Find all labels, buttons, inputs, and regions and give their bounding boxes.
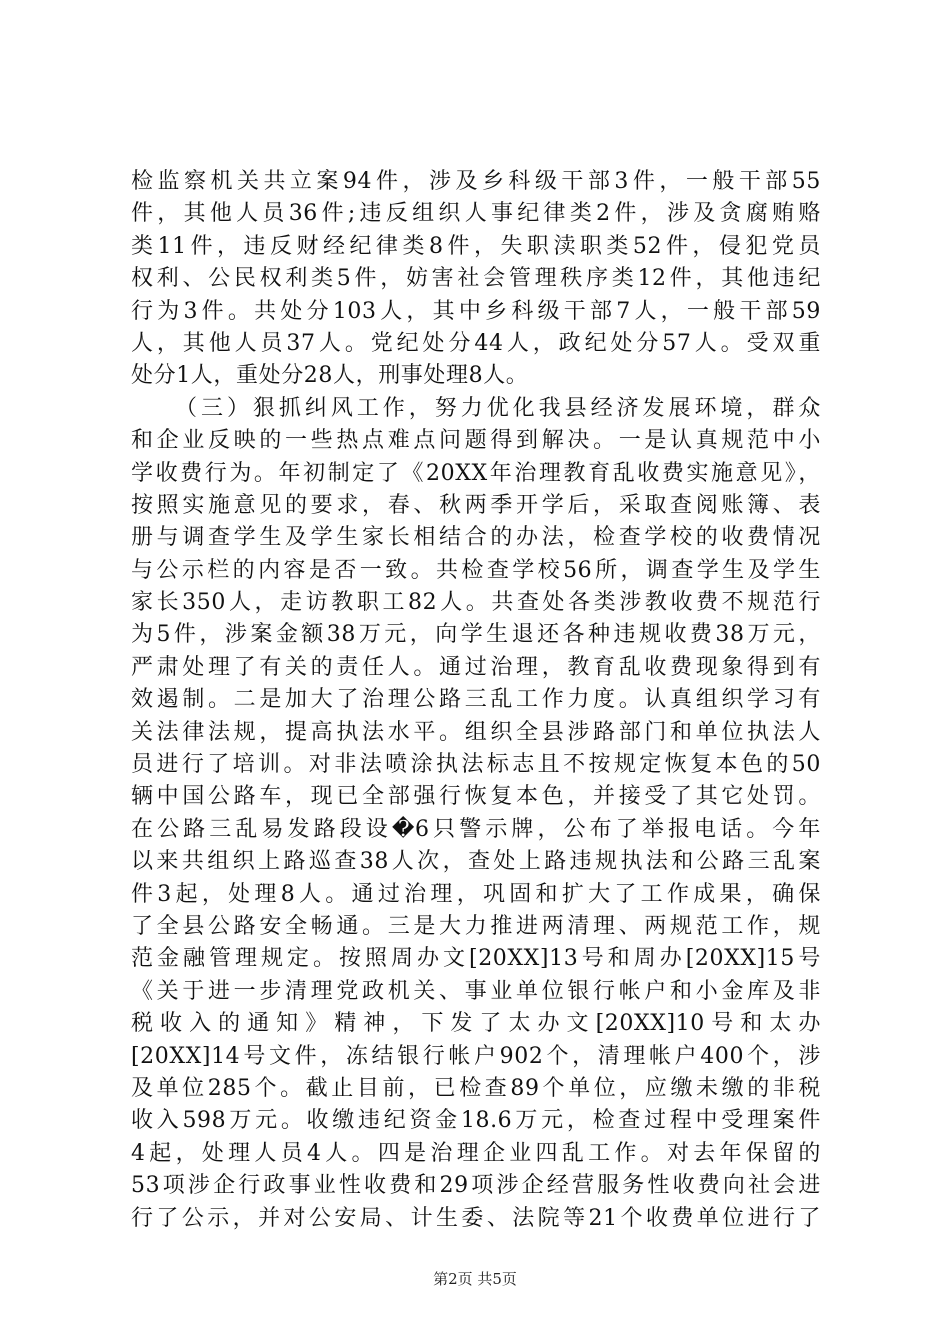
text-line: 权利、公民权利类5件，妨害社会管理秩序类12件，其他违纪 [131,266,821,292]
text-line: 收入598万元。收缴违纪资金18.6万元，检查过程中受理案件 [131,1108,821,1134]
document-body [131,166,821,1235]
text-line: 严肃处理了有关的责任人。通过治理，教育乱收费现象得到有 [131,654,821,680]
text-line: 税收入的通知》精神，下发了太办文[20XX]10号和太办 [131,1011,821,1037]
text-line: 了全县公路安全畅通。三是大力推进两清理、两规范工作，规 [131,913,821,939]
text-line: 53项涉企行政事业性收费和29项涉企经营服务性收费向社会进 [131,1173,821,1199]
text-line: 行为3件。共处分103人，其中乡科级干部7人，一般干部59 [131,298,821,324]
text-line: 和企业反映的一些热点难点问题得到解决。一是认真规范中小 [131,428,821,454]
text-line: （三）狠抓纠风工作，努力优化我县经济发展环境，群众 [175,395,821,421]
text-line: 按照实施意见的要求，春、秋两季开学后，采取查阅账簿、表 [131,492,821,518]
text-line: 件，其他人员36件;违反组织人事纪律类2件，涉及贪腐贿赂 [131,201,821,227]
text-line: 家长350人，走访教职工82人。共查处各类涉教收费不规范行 [131,590,821,616]
text-line: 与公示栏的内容是否一致。共检查学校56所，调查学生及学生 [131,557,821,583]
text-line: 学收费行为。年初制定了《20XX年治理教育乱收费实施意见》， [131,460,821,486]
text-line: 辆中国公路车，现已全部强行恢复本色，并接受了其它处罚。 [131,784,821,810]
text-line: 处分1人，重处分28人，刑事处理8人。 [131,363,529,389]
text-line: 册与调查学生及学生家长相结合的办法，检查学校的收费情况 [131,525,821,551]
text-line: 行了公示，并对公安局、计生委、法院等21个收费单位进行了 [131,1205,821,1231]
text-line: 人，其他人员37人。党纪处分44人，政纪处分57人。受双重 [131,330,821,356]
text-line: 《关于进一步清理党政机关、事业单位银行帐户和小金库及非 [131,978,821,1004]
text-line: 关法律法规，提高执法水平。组织全县涉路部门和单位执法人 [131,719,821,745]
text-line: 为5件，涉案金额38万元，向学生退还各种违规收费38万元， [131,622,821,648]
page-number-footer: 第2页 共5页 [433,1270,517,1288]
text-line: 范金融管理规定。按照周办文[20XX]13号和周办[20XX]15号 [131,946,821,972]
text-line: 效遏制。二是加大了治理公路三乱工作力度。认真组织学习有 [131,687,821,713]
text-line: 类11件，违反财经纪律类8件，失职渎职类52件，侵犯党员 [131,233,821,259]
text-line: [20XX]14号文件，冻结银行帐户902个，清理帐户400个，涉 [131,1043,821,1069]
text-line: 在公路三乱易发路段设�6只警示牌，公布了举报电话。今年 [131,816,821,842]
text-line: 以来共组织上路巡查38人次，查处上路违规执法和公路三乱案 [131,849,821,875]
text-line: 员进行了培训。对非法喷涂执法标志且不按规定恢复本色的50 [131,752,821,778]
text-line: 检监察机关共立案94件，涉及乡科级干部3件，一般干部55 [131,169,821,194]
text-line: 4起，处理人员4人。四是治理企业四乱工作。对去年保留的 [131,1140,821,1166]
text-line: 件3起，处理8人。通过治理，巩固和扩大了工作成果，确保 [131,881,821,907]
text-line: 及单位285个。截止目前，已检查89个单位，应缴未缴的非税 [131,1075,821,1101]
